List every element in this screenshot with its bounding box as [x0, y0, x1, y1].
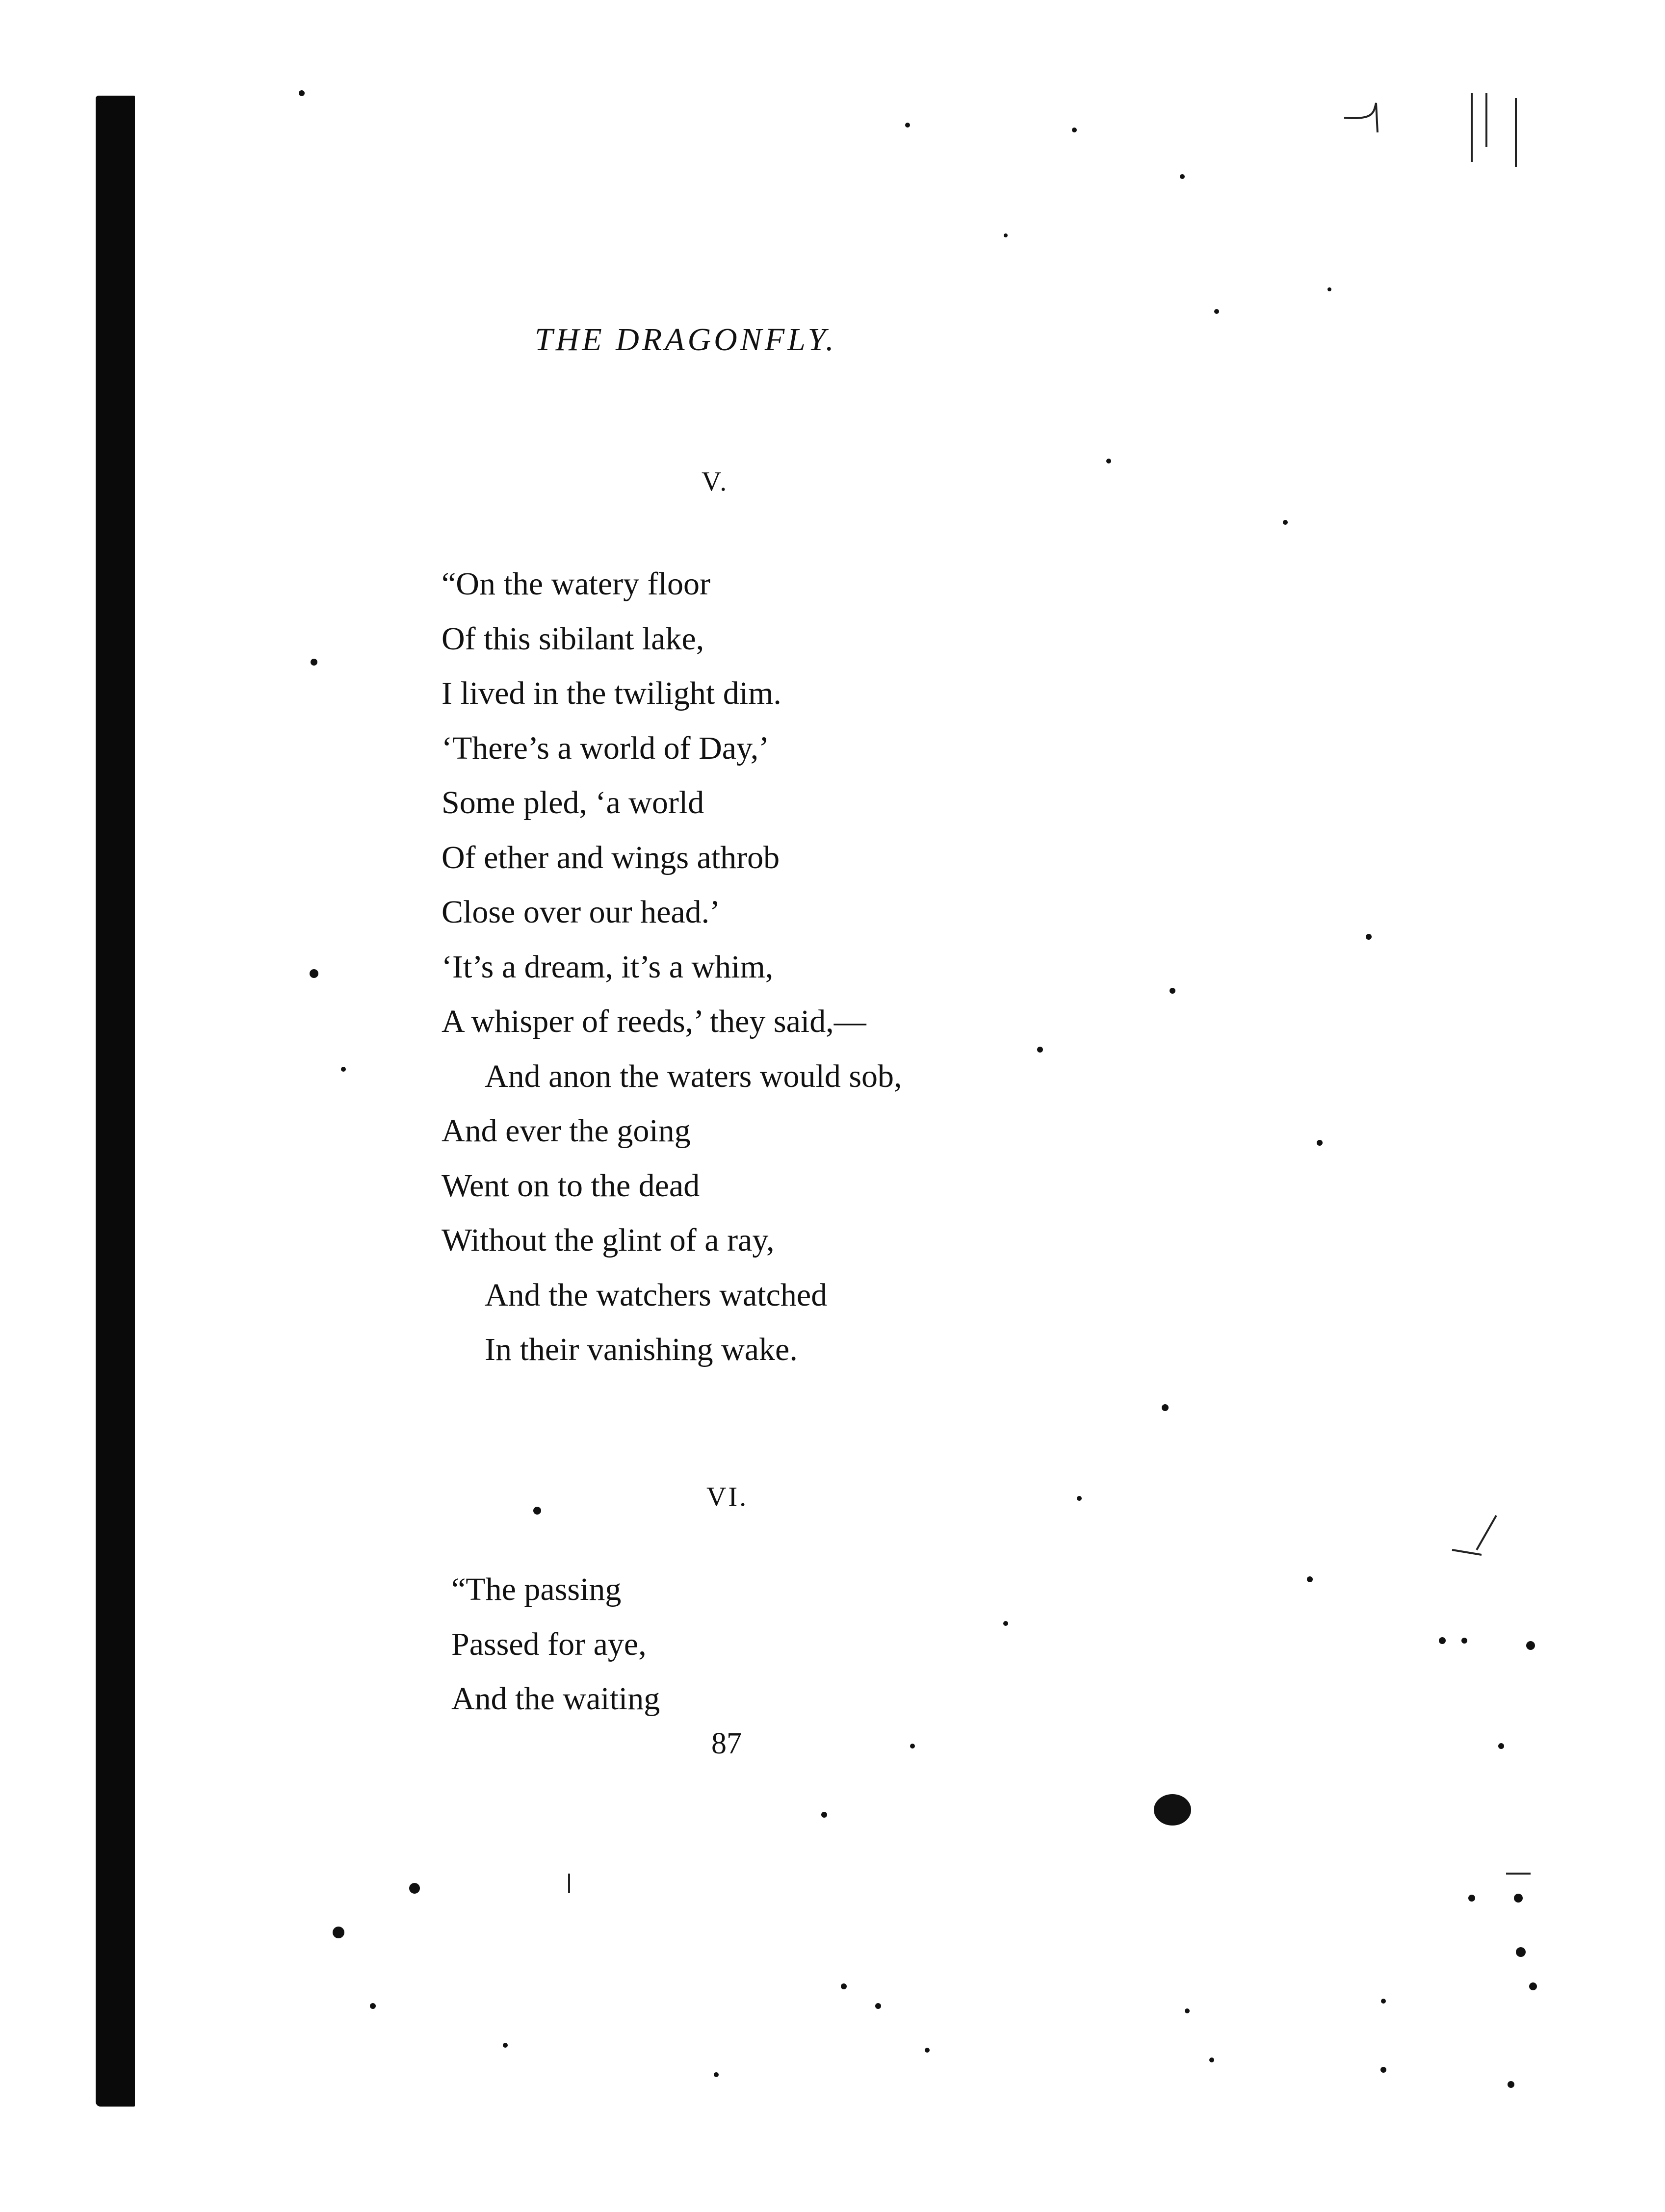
poem-line: Of this sibilant lake,: [442, 620, 704, 657]
poem-line: Without the glint of a ray,: [442, 1222, 775, 1258]
poem-line: And the watchers watched: [485, 1277, 828, 1313]
poem-line: Of ether and wings athrob: [442, 839, 780, 875]
poem-line: And the waiting: [451, 1681, 660, 1717]
poem-stanza: [451, 1562, 660, 1726]
poem-line: A whisper of reeds,’ they said,—: [442, 1003, 866, 1039]
poem-line: And anon the waters would sob,: [485, 1058, 902, 1094]
poem-line: Went on to the dead: [442, 1167, 700, 1204]
poem-line: Some pled, ‘a world: [442, 785, 704, 821]
poem-line: Close over our head.’: [442, 894, 721, 930]
running-title: THE DRAGONFLY.: [535, 322, 837, 358]
page-number: 87: [711, 1727, 742, 1760]
section-number: VI.: [706, 1482, 749, 1512]
poem-line: In their vanishing wake.: [485, 1332, 798, 1367]
section-number: V.: [702, 466, 729, 497]
poem-line: ‘There’s a world of Day,’: [442, 730, 770, 766]
poem-line: “On the watery floor: [442, 566, 710, 602]
poem-line: ‘It’s a dream, it’s a whim,: [442, 949, 774, 985]
poem-line: I lived in the twilight dim.: [442, 675, 781, 711]
poem-stanza: [442, 557, 902, 1377]
poem-line: And ever the going: [442, 1113, 691, 1149]
poem-line: Passed for aye,: [451, 1626, 647, 1662]
poem-line: “The passing: [451, 1571, 622, 1607]
